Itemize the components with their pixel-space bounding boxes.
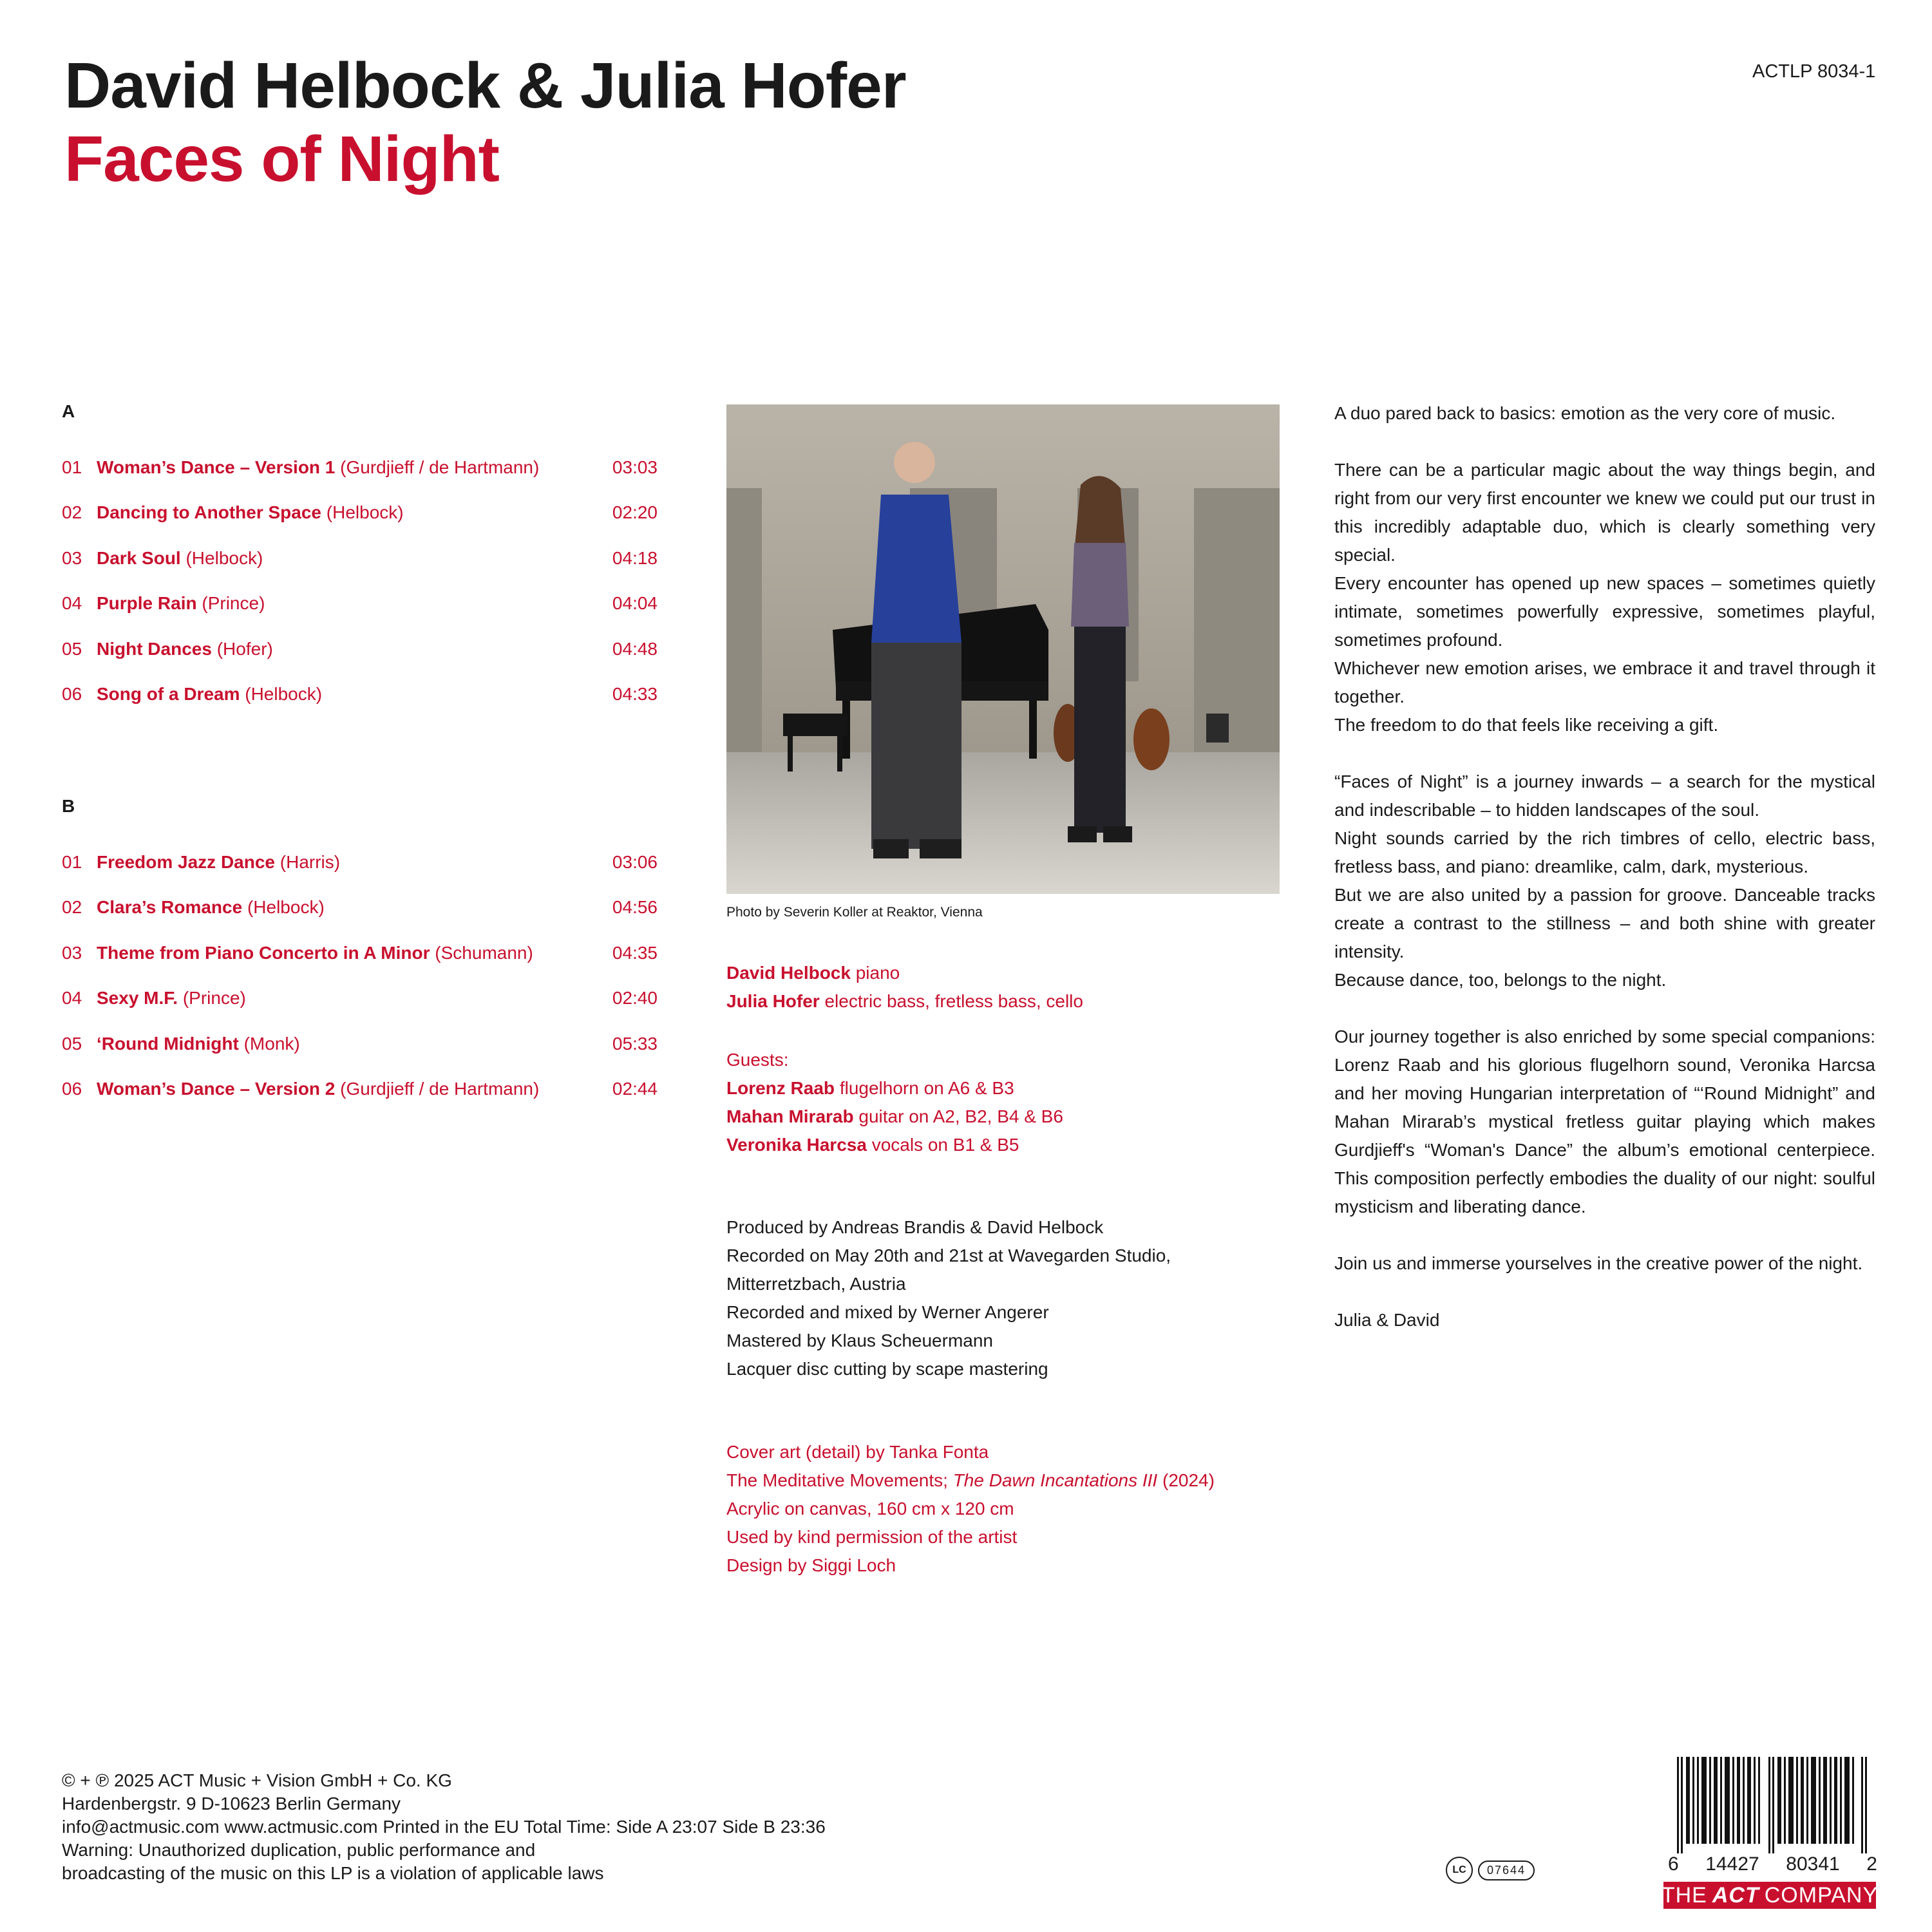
track-row (62, 593, 658, 621)
track-duration: 04:33 (612, 684, 658, 704)
musician-name: Julia Hofer (726, 991, 820, 1011)
track-composer: (Prince) (202, 593, 265, 613)
album-title: Faces of Night (64, 123, 499, 195)
liner-paragraph: There can be a particular magic about the way things begin, and right from our very first encounter we knew we could put our trust in this incredibly adaptable duo, which is clearly something very special. (1334, 460, 1875, 565)
guest-name: Lorenz Raab (726, 1078, 835, 1098)
track-composer: (Helbock) (247, 897, 325, 917)
production-line: Recorded and mixed by Werner Angerer (726, 1302, 1049, 1322)
track-row (62, 1079, 658, 1107)
track-duration: 02:20 (612, 502, 658, 522)
track-composer: (Helbock) (185, 548, 263, 568)
artist-name: David Helbock & Julia Hofer (64, 50, 906, 122)
liner-notes (1334, 399, 1875, 1334)
track-duration: 03:03 (612, 457, 658, 477)
footer-line: © + ℗ 2025 ACT Music + Vision GmbH + Co. KG (62, 1770, 452, 1790)
guest-role: guitar on A2, B2, B4 & B6 (858, 1106, 1063, 1126)
track-title: Woman’s Dance – Version 1 (97, 457, 336, 477)
track-row (62, 684, 658, 712)
track-number: 01 (62, 457, 82, 477)
track-title: Night Dances (97, 639, 212, 659)
guest-line (726, 1074, 1063, 1103)
guest-name: Mahan Mirarab (726, 1106, 854, 1126)
footer-line: Hardenbergstr. 9 D-10623 Berlin Germany (62, 1794, 401, 1814)
track-composer: (Monk) (243, 1034, 300, 1054)
side-a-label: A (62, 401, 75, 421)
liner-paragraph: Join us and immerse yourselves in the creative power of the night. (1334, 1253, 1863, 1273)
track-duration: 05:33 (612, 1034, 658, 1054)
legal-footer (62, 1769, 826, 1885)
track-duration: 04:56 (612, 897, 658, 917)
track-row (62, 639, 658, 667)
musician-role: piano (855, 963, 900, 983)
track-number: 06 (62, 1079, 82, 1099)
track-composer: (Schumann) (435, 943, 533, 963)
art-credit-line: Design by Siggi Loch (726, 1555, 896, 1575)
footer-line: broadcasting of the music on this LP is a violation of applicable laws (62, 1863, 604, 1883)
liner-paragraph: “Faces of Night” is a journey inwards – a search for the mystical and indescribable – to hidden landscapes of the soul. (1334, 772, 1875, 820)
musician-line (726, 959, 1083, 987)
liner-paragraph: Night sounds carried by the rich timbres of cello, electric bass, fretless bass, and piano: dreamlike, calm, dark, mysterious. (1334, 828, 1875, 876)
liner-paragraph: But we are also united by a passion for groove. Danceable tracks create a contrast to the stillness – and both shine with greater intensity. (1334, 885, 1875, 961)
track-number: 02 (62, 897, 82, 917)
footer-line: Warning: Unauthorized duplication, public performance and (62, 1840, 536, 1860)
musicians-list (726, 959, 1083, 1016)
track-duration: 04:18 (612, 548, 658, 568)
track-number: 04 (62, 593, 82, 613)
track-title: Song of a Dream (97, 684, 240, 704)
production-credits (726, 1213, 1171, 1383)
musician-name: David Helbock (726, 963, 851, 983)
track-number: 03 (62, 943, 82, 963)
track-row (62, 988, 658, 1016)
production-line: Mitterretzbach, Austria (726, 1274, 906, 1294)
art-credit-line: Used by kind permission of the artist (726, 1527, 1018, 1547)
liner-paragraph: Whichever new emotion arises, we embrace it and travel through it together. (1334, 658, 1875, 706)
track-composer: (Helbock) (326, 502, 404, 522)
barcode (1668, 1757, 1877, 1853)
track-row (62, 502, 658, 531)
guests-list (726, 1046, 1063, 1159)
track-duration: 03:06 (612, 852, 658, 872)
guest-line (726, 1131, 1063, 1159)
track-duration: 04:04 (612, 593, 658, 613)
track-duration: 04:48 (612, 639, 658, 659)
track-number: 02 (62, 502, 82, 522)
musician-role: electric bass, fretless bass, cello (824, 991, 1083, 1011)
art-credit-line: Acrylic on canvas, 160 cm x 120 cm (726, 1499, 1014, 1519)
track-duration: 02:44 (612, 1079, 658, 1099)
track-number: 05 (62, 1034, 82, 1054)
track-composer: (Harris) (279, 852, 341, 872)
guest-role: flugelhorn on A6 & B3 (839, 1078, 1014, 1098)
track-title: Sexy M.F. (97, 988, 178, 1008)
track-row (62, 1034, 658, 1062)
lc-mark: LC (1446, 1857, 1473, 1884)
catalog-number: ACTLP 8034-1 (1752, 61, 1876, 82)
track-title: ‘Round Midnight (97, 1034, 239, 1054)
footer-line: info@actmusic.com www.actmusic.com Printed in the EU Total Time: Side A 23:07 Side B 23:36 (62, 1817, 826, 1837)
art-credits (726, 1438, 1215, 1580)
track-row (62, 852, 658, 880)
liner-signature: Julia & David (1334, 1310, 1440, 1330)
track-composer: (Hofer) (216, 639, 273, 659)
track-title: Dancing to Another Space (97, 502, 322, 522)
liner-paragraph: Every encounter has opened up new spaces – sometimes quietly intimate, sometimes powerfully expressive, sometimes playful, sometimes profound. (1334, 573, 1875, 650)
act-company-logo: THE ACT COMPANY (1663, 1882, 1876, 1909)
track-number: 06 (62, 684, 82, 704)
track-title: Freedom Jazz Dance (97, 852, 275, 872)
side-b-label: B (62, 796, 75, 816)
guests-label: Guests: (726, 1050, 789, 1070)
track-row (62, 548, 658, 576)
track-title: Purple Rain (97, 593, 197, 613)
production-line: Lacquer disc cutting by scape mastering (726, 1359, 1048, 1379)
art-credit-line: The Meditative Movements; The Dawn Incantations III (2024) (726, 1470, 1215, 1490)
track-duration: 02:40 (612, 988, 658, 1008)
track-composer: (Helbock) (245, 684, 323, 704)
track-number: 05 (62, 639, 82, 659)
band-photo (726, 404, 1280, 894)
track-duration: 04:35 (612, 943, 658, 963)
track-title: Theme from Piano Concerto in A Minor (97, 943, 430, 963)
guest-line (726, 1103, 1063, 1131)
track-title: Woman’s Dance – Version 2 (97, 1079, 336, 1099)
track-number: 03 (62, 548, 82, 568)
track-number: 04 (62, 988, 82, 1008)
track-row (62, 457, 658, 486)
track-composer: (Gurdjieff / de Hartmann) (340, 457, 540, 477)
track-row (62, 897, 658, 925)
barcode-digits: 6 14427 80341 2 (1668, 1853, 1877, 1875)
track-title: Clara’s Romance (97, 897, 243, 917)
lc-number: 07644 (1478, 1861, 1535, 1880)
track-row (62, 943, 658, 971)
production-line: Recorded on May 20th and 21st at Wavegarden Studio, (726, 1245, 1171, 1265)
production-line: Produced by Andreas Brandis & David Helbock (726, 1217, 1104, 1237)
track-title: Dark Soul (97, 548, 181, 568)
liner-paragraph: Because dance, too, belongs to the night. (1334, 970, 1667, 990)
track-number: 01 (62, 852, 82, 872)
guest-name: Veronika Harcsa (726, 1135, 867, 1155)
guest-role: vocals on B1 & B5 (871, 1135, 1019, 1155)
track-composer: (Gurdjieff / de Hartmann) (340, 1079, 540, 1099)
production-line: Mastered by Klaus Scheuermann (726, 1331, 993, 1350)
liner-paragraph: The freedom to do that feels like receiving a gift. (1334, 715, 1719, 735)
track-composer: (Prince) (182, 988, 246, 1008)
liner-paragraph: Our journey together is also enriched by some special companions: Lorenz Raab and his glorious flugelhorn sound, Veronika Harcsa and her moving Hungarian interpretation of “‘Round Midnight” and Mahan Mirarab’s mystical fretless guitar playing which makes Gurdjieff's “Woman's Dance” the album’s emotional centerpiece. This composition perfectly embodies the duality of our night: soulful mysticism and liberating dance. (1334, 1027, 1875, 1217)
label-code (1446, 1857, 1535, 1884)
liner-paragraph: A duo pared back to basics: emotion as the very core of music. (1334, 403, 1836, 423)
photo-credit: Photo by Severin Koller at Reaktor, Vienna (726, 905, 983, 920)
musician-line (726, 987, 1083, 1016)
art-credit-line: Cover art (detail) by Tanka Fonta (726, 1442, 989, 1462)
